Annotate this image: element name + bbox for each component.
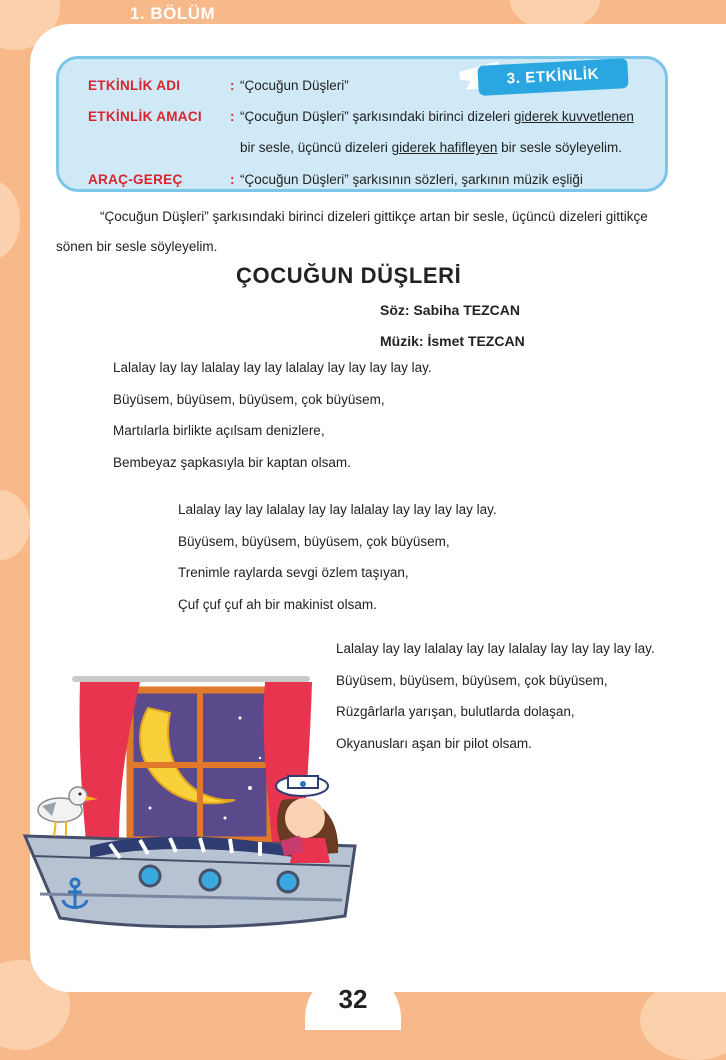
song-title: ÇOCUĞUN DÜŞLERİ xyxy=(236,263,462,288)
curtain-rod xyxy=(72,676,310,682)
boat-dream-illustration xyxy=(20,668,370,948)
activity-tools-label: ARAÇ-GEREÇ xyxy=(88,172,183,187)
purpose-text: bir sesle, üçüncü dizeleri xyxy=(240,140,392,155)
lyric-line: Büyüsem, büyüsem, büyüsem, çok büyüsem, xyxy=(336,672,608,688)
activity-purpose-line1 xyxy=(240,109,634,124)
colon: : xyxy=(230,78,235,93)
porthole xyxy=(140,866,160,886)
activity-purpose-line2 xyxy=(240,140,622,155)
bg-bubble xyxy=(0,180,20,260)
bg-bubble xyxy=(0,490,30,560)
verse-2 xyxy=(178,494,497,620)
activity-name-label: ETKİNLİK ADI xyxy=(88,78,181,93)
lyric-line: Lalalay lay lay lalalay lay lay lalalay lay lay lay lay lay. xyxy=(336,641,655,656)
activity-tools-value: “Çocuğun Düşleri” şarkısının sözleri, şarkının müzik eşliği xyxy=(240,172,583,187)
lyrics-credit: Söz: Sabiha TEZCAN xyxy=(380,302,521,318)
chapter-label: 1. BÖLÜM xyxy=(130,4,216,23)
bg-bubble xyxy=(640,980,726,1060)
porthole xyxy=(200,870,220,890)
porthole xyxy=(278,872,298,892)
lyric-line: Bembeyaz şapkasıyla bir kaptan olsam. xyxy=(113,454,351,470)
purpose-text: bir sesle söyleyelim. xyxy=(497,140,622,155)
intro-paragraph: “Çocuğun Düşleri” şarkısındaki birinci dizeleri gittikçe artan bir sesle, üçüncü dizeleri gittikçe sönen bir sesle söyleyelim. xyxy=(56,209,648,254)
colon: : xyxy=(230,172,235,187)
music-credit: Müzik: İsmet TEZCAN xyxy=(380,333,525,349)
lyric-line: Lalalay lay lay lalalay lay lay lalalay lay lay lay lay lay. xyxy=(113,360,432,375)
lyric-line: Trenimle raylarda sevgi özlem taşıyan, xyxy=(178,565,409,580)
colon: : xyxy=(230,109,235,124)
lyric-line: Okyanusları aşan bir pilot olsam. xyxy=(336,735,532,751)
purpose-underlined-2: giderek hafifleyen xyxy=(391,140,498,155)
lyric-line: Martılarla birlikte açılsam denizlere, xyxy=(113,423,325,438)
lyric-line: Lalalay lay lay lalalay lay lay lalalay lay lay lay lay lay. xyxy=(178,502,497,517)
purpose-underlined-1: giderek kuvvetlenen xyxy=(513,109,634,124)
verse-1 xyxy=(113,352,432,478)
girl-reading-figure xyxy=(276,776,338,863)
verse-3 xyxy=(336,633,655,759)
activity-badge xyxy=(460,58,638,98)
activity-badge-label: 3. ETKİNLİK xyxy=(506,65,600,88)
lyric-line: Rüzgârlarla yarışan, bulutlarda dolaşan, xyxy=(336,704,575,719)
activity-name-value: “Çocuğun Düşleri” xyxy=(240,78,349,93)
purpose-text: “Çocuğun Düşleri” şarkısındaki birinci dizeleri xyxy=(240,109,514,124)
page-number: 32 xyxy=(338,984,368,1014)
lyric-line: Çuf çuf çuf ah bir makinist olsam. xyxy=(178,596,377,612)
lyric-line: Büyüsem, büyüsem, büyüsem, çok büyüsem, xyxy=(178,533,450,549)
activity-purpose-label: ETKİNLİK AMACI xyxy=(88,109,202,124)
lyric-line: Büyüsem, büyüsem, büyüsem, çok büyüsem, xyxy=(113,391,385,407)
